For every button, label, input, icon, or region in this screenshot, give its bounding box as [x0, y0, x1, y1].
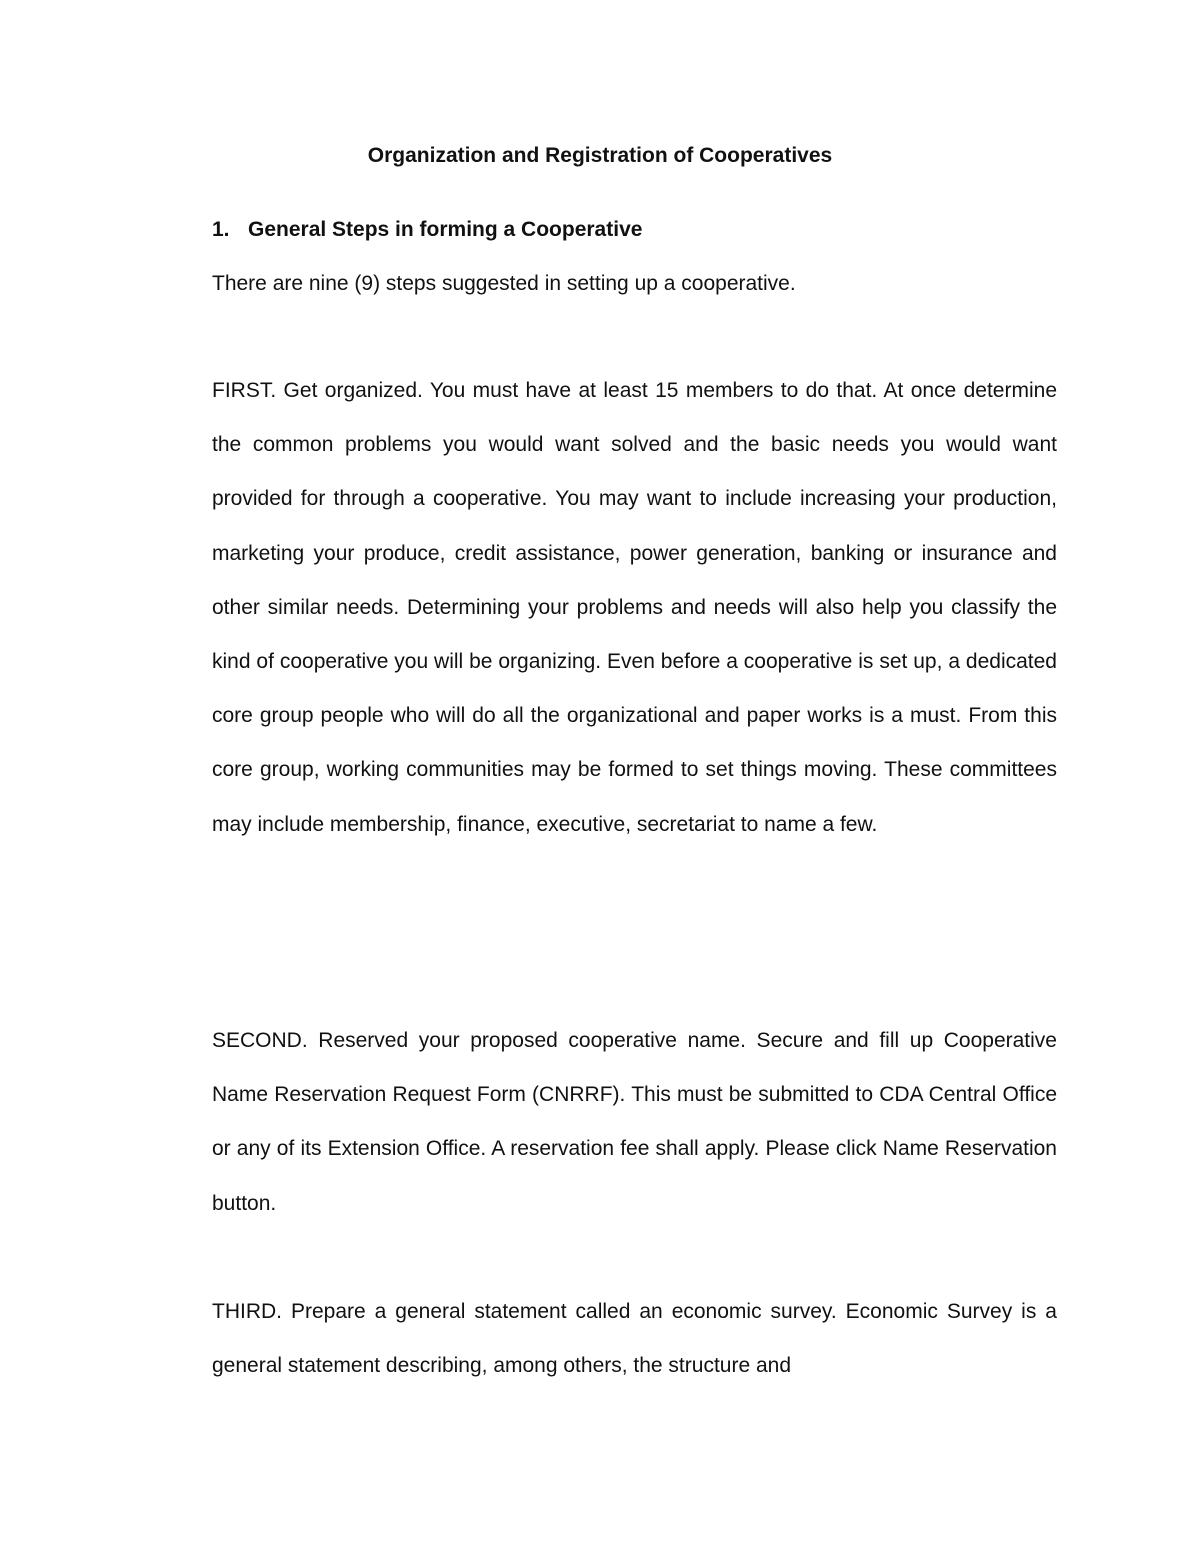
- paragraph-first-step: FIRST. Get organized. You must have at least 15 members to do that. At once determine the common problems you would want solved and the basic needs you would want provided for through a cooperative. You may want to include increasing your production, marketing your produce, credit assistance, power generation, banking or insurance and other similar needs. Determining your problems and needs will also help you classify the kind of cooperative you will be organizing. Even before a cooperative is set up, a dedicated core group people who will do all the organizational and paper works is a must. From this core group, working communities may be formed to set things moving. These committees may include membership, finance, executive, secretariat to name a few.: [212, 379, 1057, 836]
- section-heading-text: General Steps in forming a Cooperative: [248, 218, 643, 241]
- intro-paragraph: There are nine (9) steps suggested in setting up a cooperative.: [212, 272, 796, 295]
- section-number: 1.: [212, 218, 230, 241]
- paragraph-third-step: THIRD. Prepare a general statement called an economic survey. Economic Survey is a general statement describing, among others, the structure and: [212, 1300, 1057, 1378]
- paragraph-second-step: SECOND. Reserved your proposed cooperative name. Secure and fill up Cooperative Name Reservation Request Form (CNRRF). This must be submitted to CDA Central Office or any of its Extension Office. A reservation fee shall apply. Please click Name Reservation button.: [212, 1029, 1057, 1215]
- section-heading: [212, 216, 1062, 244]
- document-title: Organization and Registration of Cooperatives: [367, 144, 833, 167]
